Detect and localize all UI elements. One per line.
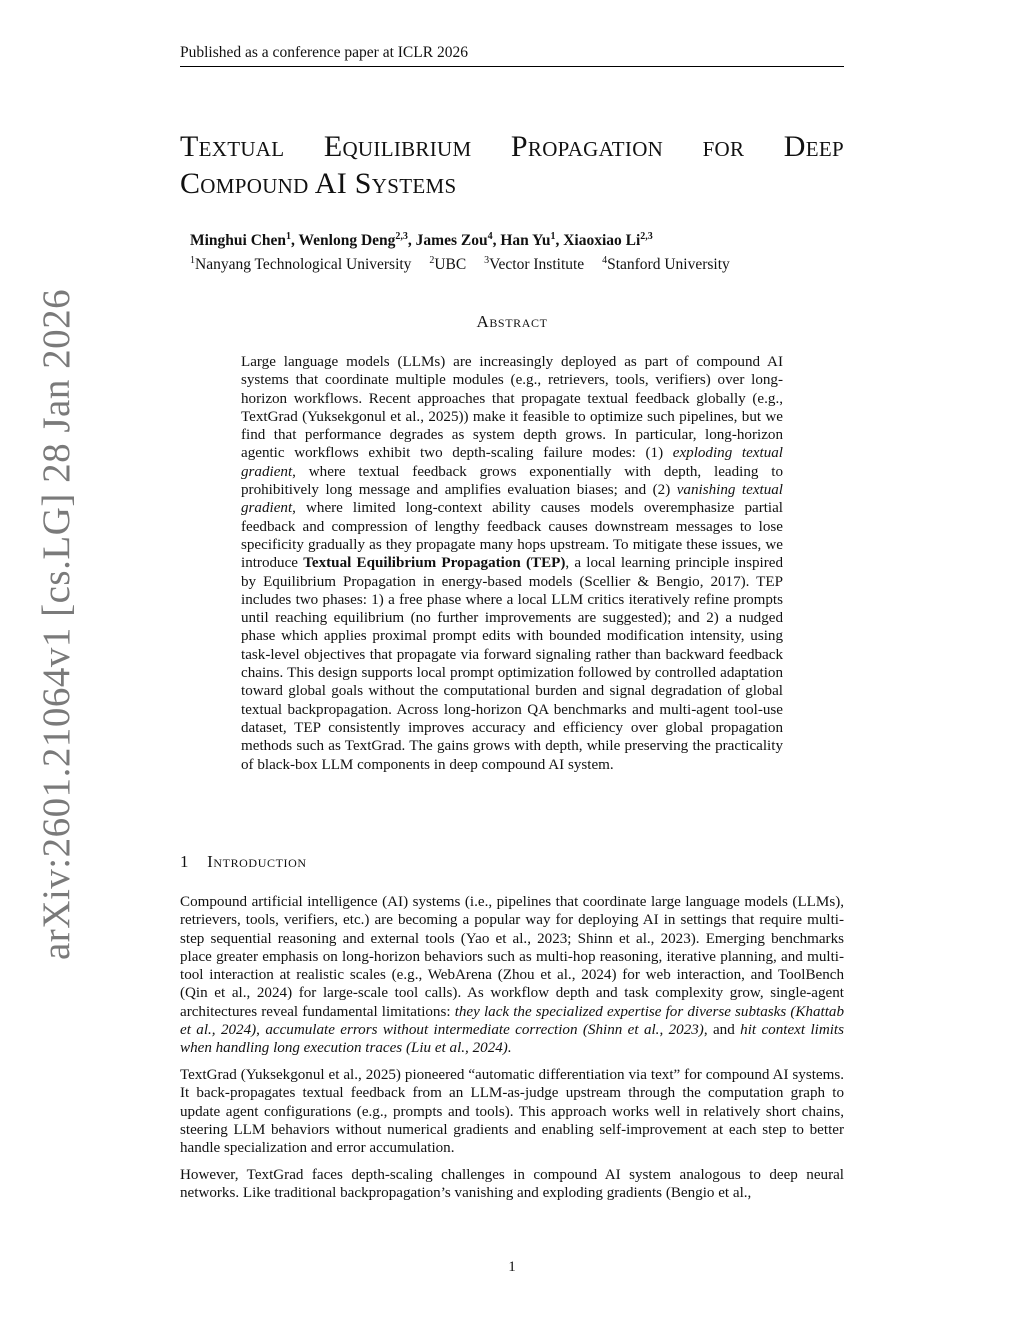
text-run: , and	[703, 1022, 741, 1039]
italic-text: vanishing textual gradient	[241, 482, 784, 517]
body-paragraph	[180, 1066, 844, 1157]
running-header: Published as a conference paper at ICLR 2026	[180, 44, 844, 67]
affiliation: $^3$Vector Institute	[484, 255, 585, 274]
title-word: Equilibrium	[323, 130, 472, 163]
italic-text: hit context limits when handling long execution traces (Liu et al., 2024).	[180, 1022, 844, 1057]
italic-text: they lack the specialized expertise for diverse subtasks (Khattab et al., 2024)	[180, 1003, 844, 1039]
text-run: , where limited long-context ability causes models overemphasize partial feedback and compression of lengthy feedback causes downstream messages to lose specificity gradually as they propagate many hops upstream. To mitigate these issues, we introduce	[241, 500, 783, 572]
arxiv-identifier[interactable]: arXiv:2601.21064v1 [cs.LG] 28 Jan 2026	[35, 288, 78, 960]
abstract-heading: Abstract	[476, 312, 548, 331]
page-number: 1	[508, 1259, 516, 1275]
author-names: Minghui Chen$^1$, Wenlong Deng$^{2,3}$, James Zou$^4$, Han Yu$^1$, Xiaoxiao Li$^{2,3}$	[190, 231, 653, 250]
abstract-body	[241, 353, 783, 774]
author-affiliation-mark: 4	[487, 231, 493, 242]
author-block	[190, 227, 830, 275]
author-name: Minghui Chen	[190, 232, 287, 250]
italic-text: accumulate errors without intermediate correction (Shinn et al., 2023)	[265, 1022, 704, 1039]
title-line-1	[180, 128, 844, 165]
text-run: , a local learning principle inspired by Equilibrium Propagation in energy-based models (Scellier & Bengio, 2017). TEP includes two phases: 1) a free phase where a local LLM critics iteratively refine prompts until reaching equilibrium (no further improvements are suggested); and 2) a nudged phase which applies proximal prompt edits with bounded modification intensity, using task-level objectives that propagate via forward signaling rather than backward feedback chains. This design supports local prompt optimization followed by controlled adaptation toward global goals without the computational burden and signal degradation of global textual backpropagation. Across long-horizon QA benchmarks and multi-agent tool-use dataset, TEP consistently improves accuracy and efficiency over global propagation methods such as TextGrad. The gains grows with depth, while preserving the practicality of black-box LLM components in deep compound AI system.	[241, 555, 783, 773]
author-name: James Zou	[415, 232, 488, 250]
affiliation: $^1$Nanyang Technological University	[190, 255, 412, 274]
italic-text: exploding textual gradient	[241, 445, 783, 480]
title-word: Textual	[180, 130, 285, 163]
affiliation: $^2$UBC	[429, 255, 467, 274]
affiliation-list	[190, 251, 830, 275]
bold-text: Textual Equilibrium Propagation (TEP)	[303, 555, 566, 572]
paper-title	[180, 128, 844, 202]
section-number: 1	[180, 852, 190, 871]
text-run: Compound artificial intelligence (AI) systems (i.e., pipelines that coordinate large language models (LLMs), retrievers, tools, verifiers, etc.) are becoming a popular way for deploying AI in settings that require multi-step sequential reasoning and external tools (Yao et al., 2023; Shinn et al., 2023). Emerging benchmarks place greater emphasis on long-horizon behaviors such as multi-hop reasoning, iterative planning, and multi-tool interaction at realistic scales (e.g., WebArena (Zhou et al., 2024) for web interaction, and ToolBench (Qin et al., 2024) for large-scale tool calls). As workflow depth and task complexity grow, single-agent architectures reveal fundamental limitations:	[180, 894, 844, 1020]
body-paragraph	[180, 893, 844, 1058]
abstract-paragraph	[241, 353, 783, 774]
author-affiliation-mark: 2,3	[395, 231, 408, 242]
text-run: TextGrad (Yuksekgonul et al., 2025) pioneered “automatic differentiation via text” for compound AI systems. It back-propagates textual feedback from an LLM-as-judge upstream through the computation graph to update agent configurations (e.g., prompts and tools). This approach works well in relatively short chains, steering LLM behaviors without numerical gradients and enabling self-improvement at each step to better handle specialization and error accumulation.	[180, 1067, 844, 1157]
author-affiliation-mark: 2,3	[640, 231, 653, 242]
body-paragraph	[180, 1166, 844, 1203]
text-run: ,	[256, 1022, 266, 1039]
author-name: Wenlong Deng	[298, 232, 396, 250]
title-word: Deep	[783, 130, 844, 163]
author-affiliation-mark: 1	[286, 231, 292, 242]
text-run: However, TextGrad faces depth-scaling challenges in compound AI system analogous to deep neural networks. Like traditional backpropagation’s vanishing and exploding gradients (Bengio et al.,	[180, 1167, 844, 1202]
section-heading-introduction	[180, 852, 844, 872]
text-run: , where textual feedback grows exponentially with depth, leading to prohibitively long message and amplifies evaluation biases; and (2)	[241, 463, 783, 499]
text-run: Large language models (LLMs) are increasingly deployed as part of compound AI systems that coordinate multiple modules (e.g., retrievers, tools, verifiers) over long-horizon workflows. Recent approaches that propagate textual feedback globally (e.g., TextGrad (Yuksekgonul et al., 2025)) make it feasible to optimize such pipelines, but we find that performance degrades as system depth grows. In particular, long-horizon agentic workflows exhibit two depth-scaling failure modes: (1)	[241, 354, 783, 462]
title-line-2: Compound AI Systems	[180, 167, 457, 200]
author-name: Xiaoxiao Li	[563, 232, 641, 250]
title-word: Propagation	[510, 130, 664, 163]
author-affiliation-mark: 1	[550, 231, 556, 242]
affiliation: $^4$Stanford University	[602, 255, 730, 274]
section-title: Introduction	[207, 852, 307, 871]
introduction-body	[180, 893, 844, 1211]
author-name: Han Yu	[500, 232, 551, 250]
title-word: for	[702, 130, 745, 163]
